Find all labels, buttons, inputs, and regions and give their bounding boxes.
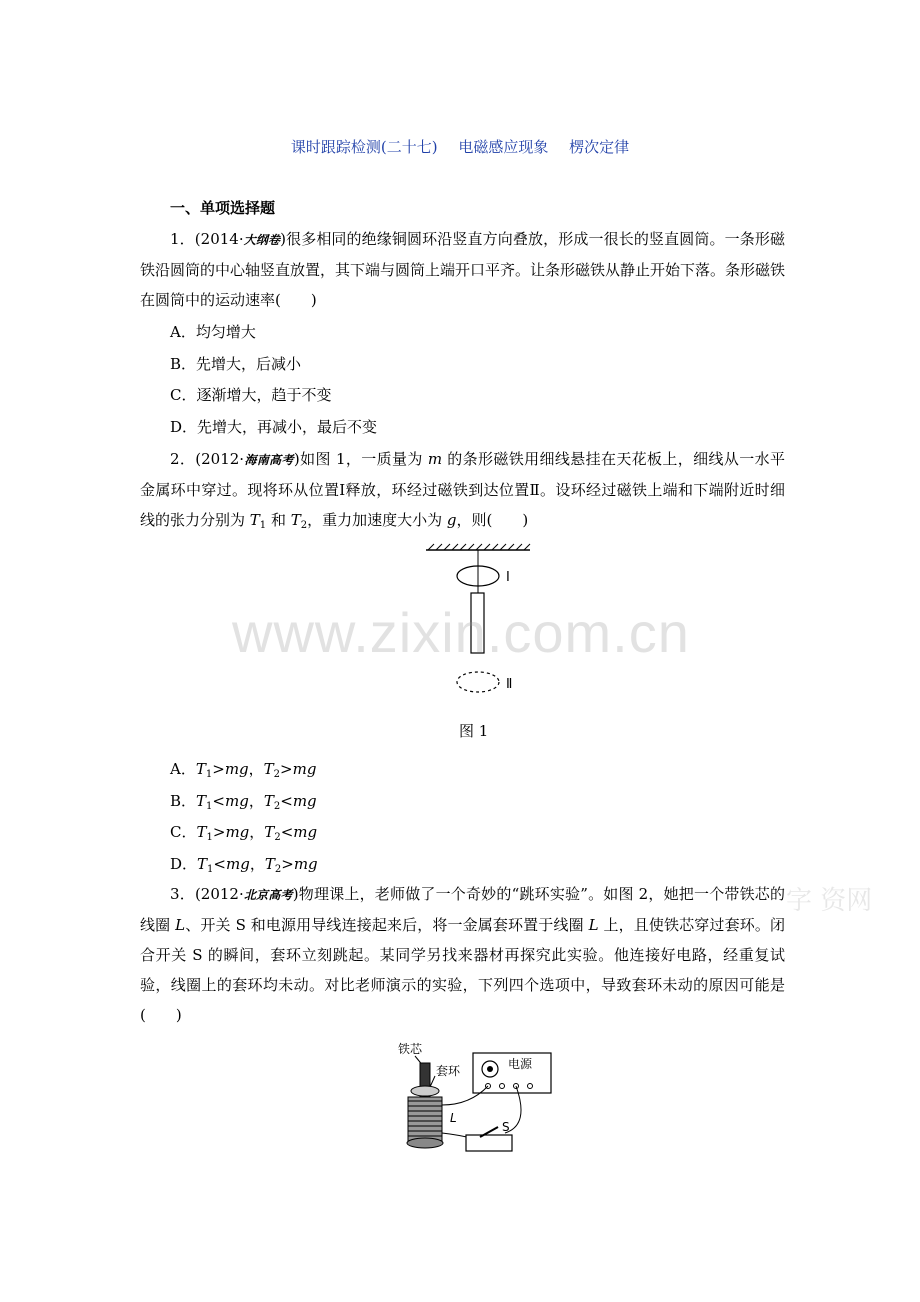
figure-1-label: 图 1 [459,722,489,740]
q1-option-a: A．均匀增大 [170,323,256,341]
q1-text: )很多相同的绝缘铜圆环沿竖直方向叠放，形成一很长的竖直圆筒。一条形磁铁沿圆筒的中心轴竖直放置，其下端与圆筒上端开口平齐。让条形磁铁从静止开始下落。条形磁铁在圆筒中的运动速率( ) [140,230,786,309]
label-iron-core: 铁芯 [398,1042,423,1056]
title-main: 课时跟踪检测(二十七) [290,138,438,156]
q1-option-c: C．逐渐增大，趋于不变 [170,386,332,404]
title-part2: 楞次定律 [569,138,630,156]
section-heading: 一、单项选择题 [170,199,276,217]
q2-source: 海南高考 [244,453,294,467]
q2-option-c: C．$T_1>mg$，$T_2<mg$ [170,823,318,843]
watermark: www.zixin.com.cn [232,601,690,664]
question-1: 1．(2014·大纲卷)很多相同的绝缘铜圆环沿竖直方向叠放，形成一很长的竖直圆筒。一条形磁铁沿圆筒的中心轴竖直放置，其下端与圆筒上端开口平齐。让条形磁铁从静止开始下落。条形磁铁在圆筒中的运动速率( ) [140,230,786,309]
page-title [0,136,920,157]
q2-option-d: D．$T_1<mg$，$T_2>mg$ [170,855,318,875]
title-part1: 电磁感应现象 [458,138,549,156]
ring-position-2 [457,672,499,692]
ceiling-hatch [428,544,530,550]
label-power: 电源 [508,1057,533,1071]
question-2: 2．(2012·海南高考)如图 1，一质量为 m 的条形磁铁用细线悬挂在天花板上，细线从一水平金属环中穿过。现将环从位置Ⅰ释放，环经过磁铁到达位置Ⅱ。设环经过磁铁上端和下端附近时细线的张力分别为 $T_1$ 和 $T_2$，重力加速度大小为 g，则( ) [140,450,785,531]
label-coil-L: L [450,1111,457,1125]
switch-base [466,1135,512,1151]
coil [408,1097,442,1143]
label-ring: 套环 [436,1064,461,1078]
label-position-2: Ⅱ [506,677,513,692]
q2-option-b: B．$T_1<mg$，$T_2<mg$ [170,792,317,812]
q1-number: 1． [170,230,195,248]
q1-source: 大纲卷 [243,233,281,247]
figure-2-diagram [380,1035,580,1165]
label-switch-S: S [502,1120,510,1134]
q3-source: 北京高考 [243,888,293,902]
watermark-corner: 字 资网 [786,886,873,916]
question-3: 3．(2012·北京高考)物理课上，老师做了一个奇妙的“跳环实验”。如图 2，她把一个带铁芯的线圈 L、开关 S 和电源用导线连接起来后，将一金属套环置于线圈 L 上，且使铁芯穿过套环。闭合开关 S 的瞬间，套环立刻跳起。某同学另找来器材再探究此实验。他连接好电路，经重复试验，线圈上的套环均未动。对比老师演示的实验，下列四个选项中，导致套环未动的原因可能是( ) [140,885,785,1024]
metal-ring [411,1086,439,1096]
label-position-1: Ⅰ [506,570,510,585]
q2-option-a: A．$T_1>mg$，$T_2>mg$ [170,760,317,780]
q1-option-d: D．先增大，再减小，最后不变 [170,418,378,436]
q1-option-b: B．先增大，后减小 [170,355,302,373]
